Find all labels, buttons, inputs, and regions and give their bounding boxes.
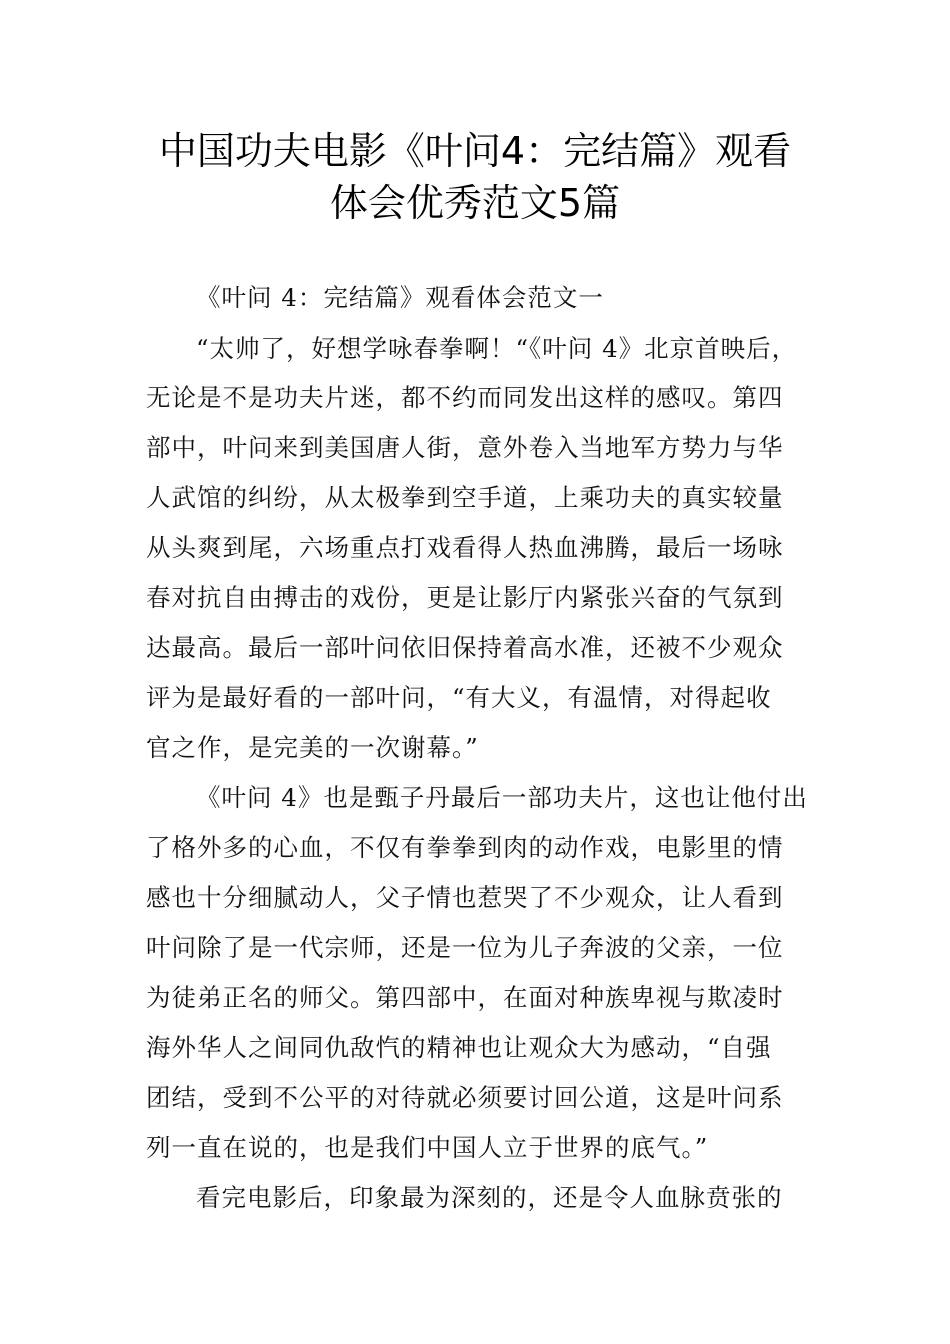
paragraph-line: 叶问除了是一代宗师，还是一位为儿子奔波的父亲，一位	[146, 933, 784, 962]
paragraph-line: 达最高。最后一部叶问依旧保持着高水准，还被不少观众	[146, 633, 784, 662]
paragraph-line: 部中，叶问来到美国唐人街，意外卷入当地军方势力与华	[146, 433, 784, 462]
paragraph-line: 看完电影后，印象最为深刻的，还是令人血脉贲张的	[196, 1183, 783, 1212]
paragraph-line: 了格外多的心血，不仅有拳拳到肉的动作戏，电影里的情	[146, 833, 784, 862]
paragraph-line: 《叶问 4》也是甄子丹最后一部功夫片，这也让他付出	[196, 783, 808, 812]
paragraph-line: “太帅了，好想学咏春拳啊！“《叶问 4》北京首映后，	[196, 334, 798, 363]
paragraph-line: 春对抗自由搏击的戏份，更是让影厅内紧张兴奋的气氛到	[146, 583, 784, 612]
paragraph-line: 感也十分细腻动人，父子情也惹哭了不少观众，让人看到	[146, 883, 784, 912]
paragraph-line: 官之作，是完美的一次谢幕。”	[146, 733, 479, 762]
document-title-line-2: 体会优秀范文5篇	[329, 181, 621, 225]
paragraph-line: 海外华人之间同仇敌忾的精神也让观众大为感动，“自强	[146, 1033, 772, 1062]
paragraph-line: 为徒弟正名的师父。第四部中，在面对种族卑视与欺凌时	[146, 983, 784, 1012]
paragraph-line: 从头爽到尾，六场重点打戏看得人热血沸腾，最后一场咏	[146, 533, 784, 562]
paragraph-line: 人武馆的纠纷，从太极拳到空手道，上乘功夫的真实较量	[146, 483, 784, 512]
paragraph-line: 列一直在说的，也是我们中国人立于世界的底气。”	[146, 1133, 709, 1162]
section-heading: 《叶问 4：完结篇》观看体会范文一	[196, 283, 604, 312]
paragraph-line: 评为是最好看的一部叶问，“有大义，有温情，对得起收	[146, 683, 772, 712]
document-title-line-1: 中国功夫电影《叶问4：完结篇》观看	[158, 129, 792, 173]
paragraph-line: 团结，受到不公平的对待就必须要讨回公道，这是叶问系	[146, 1083, 784, 1112]
paragraph-line: 无论是不是功夫片迷，都不约而同发出这样的感叹。第四	[146, 383, 784, 412]
